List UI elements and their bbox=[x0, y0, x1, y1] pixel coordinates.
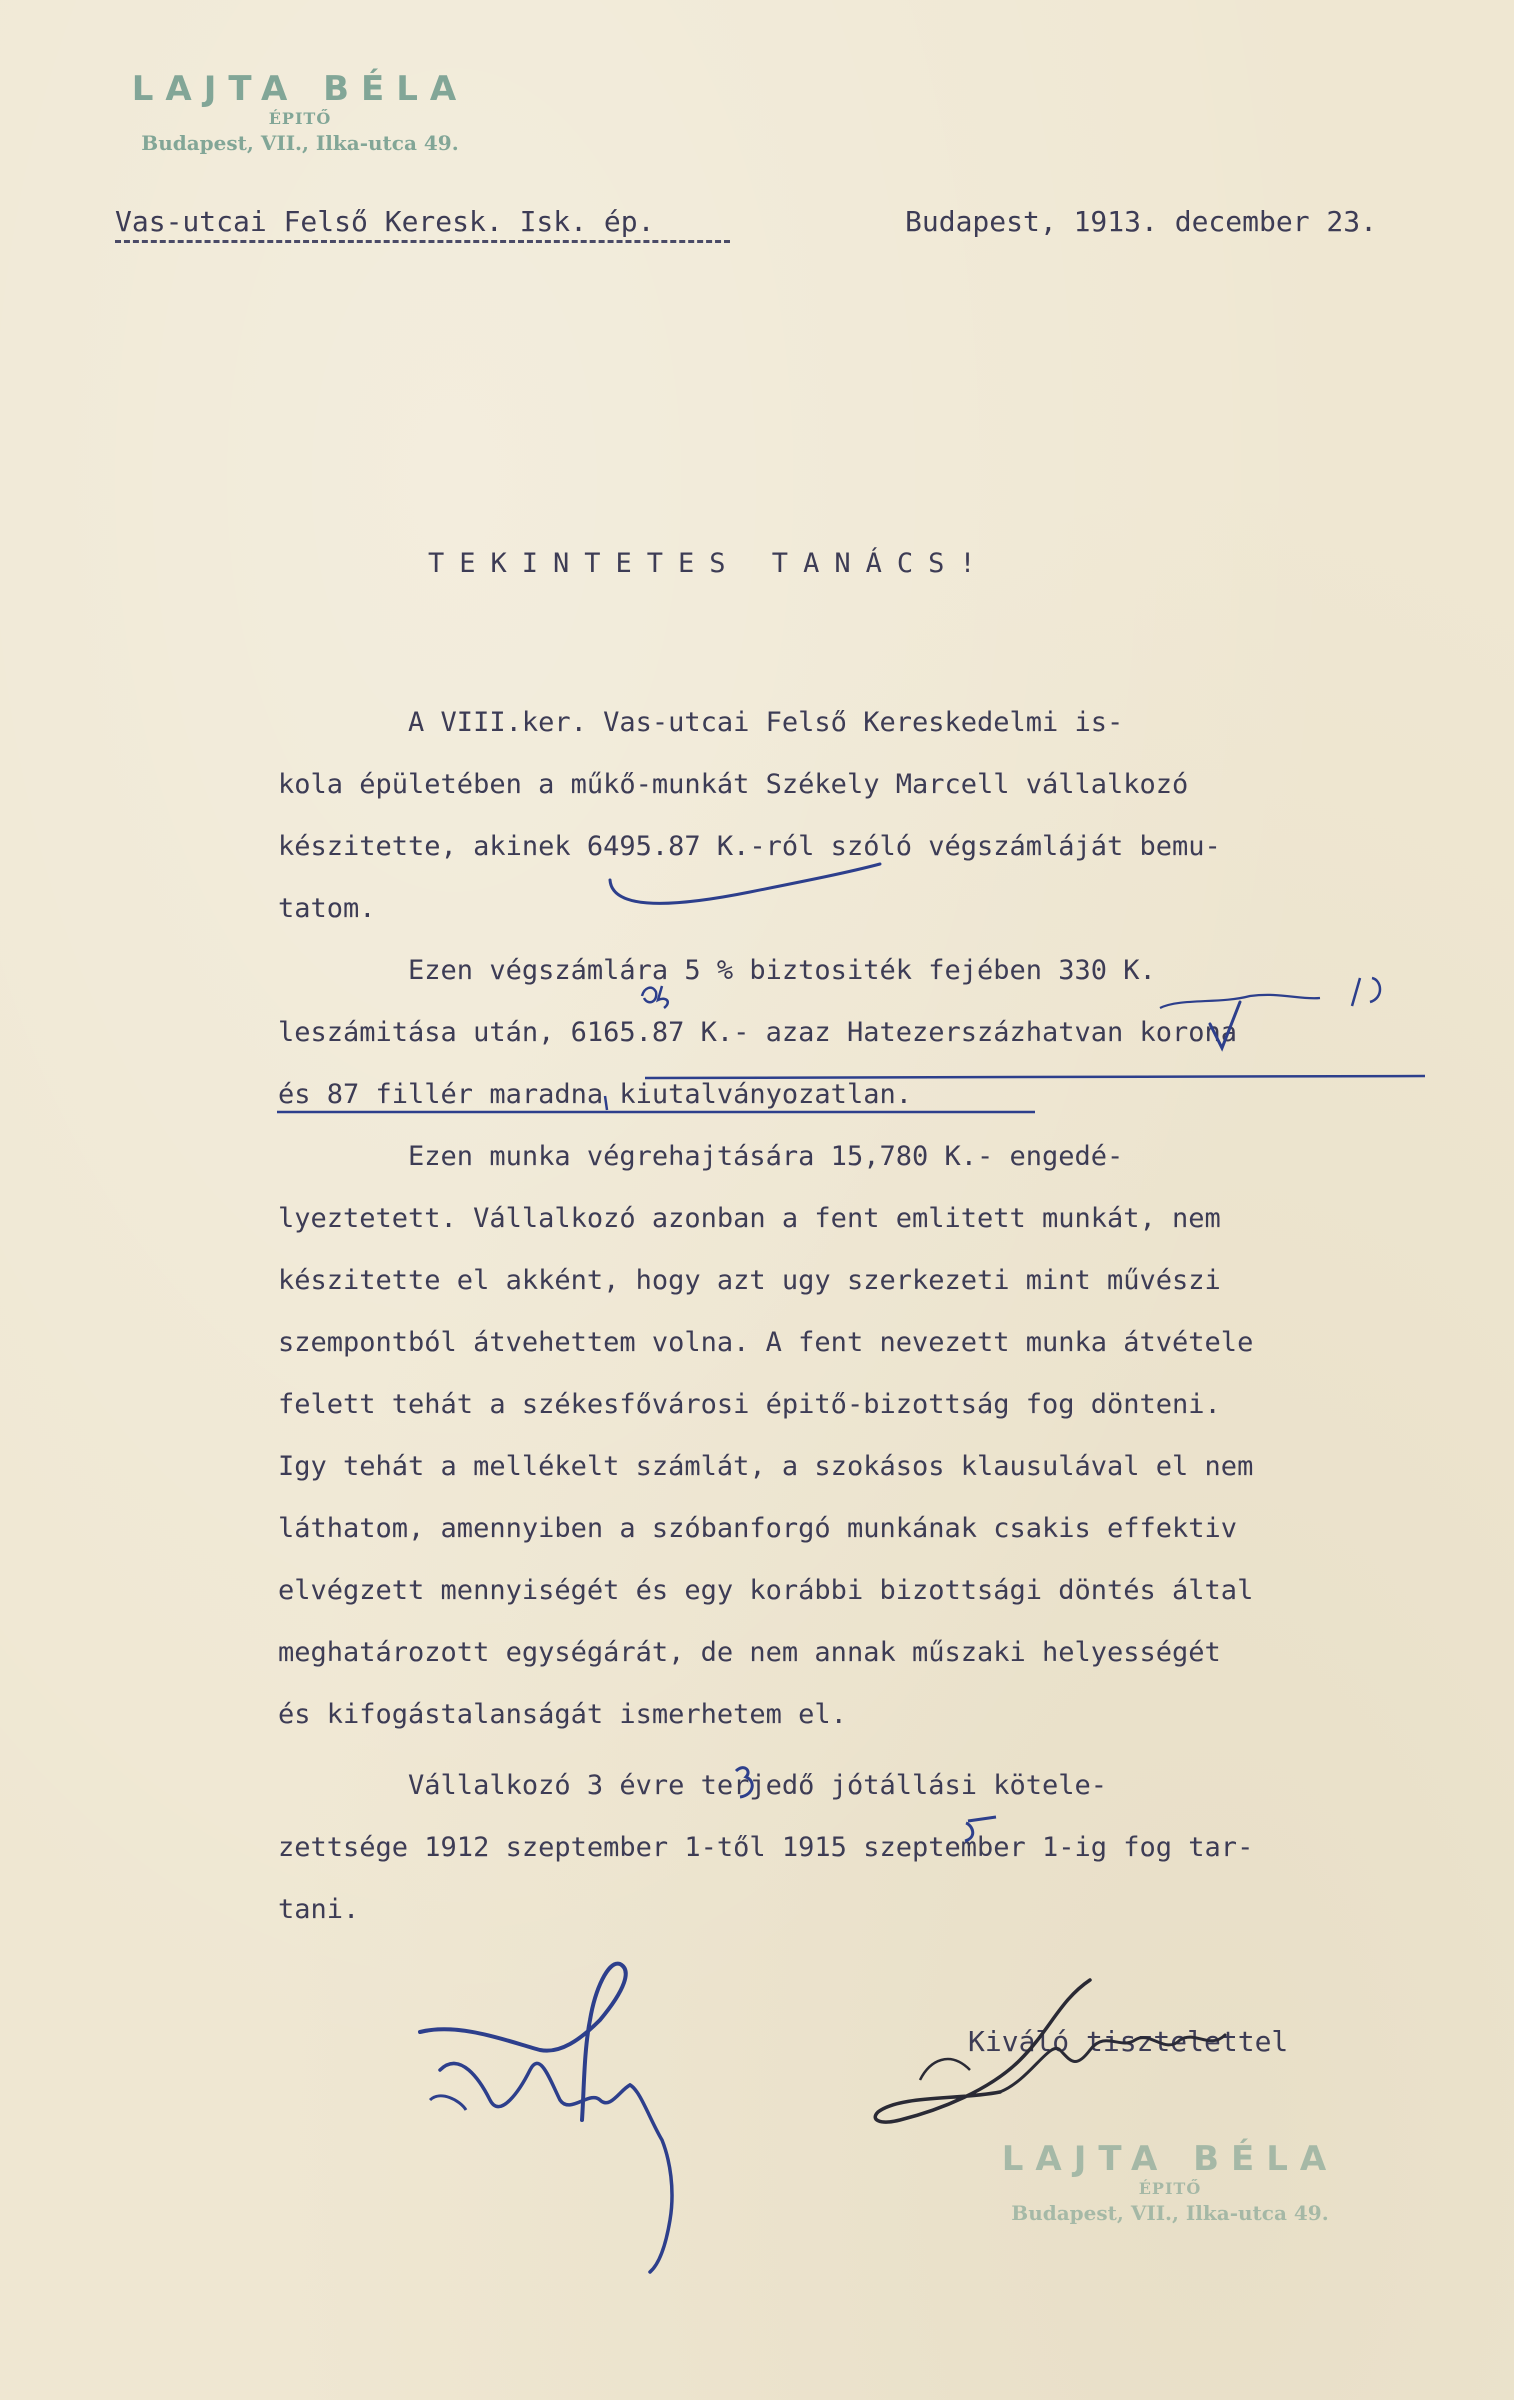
paragraph-4: Vállalkozó 3 évre terjedő jótállási kötele- zettsége 1912 szeptember 1-től 1915 szeptember 1-ig fog tar- tani. bbox=[278, 1770, 1254, 1925]
header-subject: Vas-utcai Felső Keresk. Isk. ép. bbox=[115, 205, 655, 238]
paragraph-3: Ezen munka végrehajtására 15,780 K.- engedé- lyeztetett. Vállalkozó azonban a fent emlitett munkát, nem készitette el akként, hogy azt ugy szerkezeti mint művészi szempontból átvehettem volna. A fent nevezett munka átvétele felett tehát a székesfővárosi épitő-bizottság fog dönteni. Igy tehát a mellékelt számlát, a szokásos klausulával el nem láthatom, amennyiben a szóbanforgó munkának csakis effektiv elvégzett mennyiségét és egy korábbi bizottsági döntés által meghatározott egységárát, de nem annak műszaki helyességét és kifogástalanságát ismerhetem el. bbox=[278, 1141, 1254, 1730]
stamp-top bbox=[120, 70, 480, 156]
header-place-date: Budapest, 1913. december 23. bbox=[905, 205, 1378, 238]
paragraph-2: Ezen végszámlára 5 % biztositék fejében 330 K. leszámitása után, 6165.87 K.- azaz Hatezerszázhatvan korona és 87 fillér maradna kiutalványozatlan. bbox=[278, 955, 1238, 1110]
pen-correction-years bbox=[560, 1755, 1020, 1845]
pen-strike-lines bbox=[645, 1068, 1445, 1088]
stamp-bottom bbox=[985, 2140, 1355, 2226]
stamp-bottom-name: LAJTA BÉLA bbox=[1001, 2139, 1339, 2179]
salutation: TEKINTETES TANÁCS! bbox=[428, 548, 991, 579]
signature-left bbox=[400, 1950, 720, 2280]
paragraph-1: A VIII.ker. Vas-utcai Felső Kereskedelmi is- kola épületében a műkő-munkát Székely Marcell vállalkozó készitette, akinek 6495.87 K.-ról szóló végszámláját bemu- tatom. bbox=[278, 707, 1221, 924]
pen-underline-sentence bbox=[275, 1090, 1055, 1120]
stamp-top-address: Budapest, VII., Ilka-utca 49. bbox=[141, 131, 459, 155]
stamp-top-name: LAJTA BÉLA bbox=[131, 69, 469, 109]
pen-underline-amount bbox=[600, 852, 890, 922]
stamp-bottom-address: Budapest, VII., Ilka-utca 49. bbox=[1011, 2201, 1329, 2225]
signature-right bbox=[860, 1960, 1280, 2150]
stamp-top-role: ÉPITŐ bbox=[268, 109, 332, 128]
stamp-bottom-role: ÉPITŐ bbox=[1138, 2179, 1202, 2198]
header-underline bbox=[115, 240, 730, 243]
closing-phrase: Kiváló tisztelettel bbox=[968, 2025, 1289, 2058]
